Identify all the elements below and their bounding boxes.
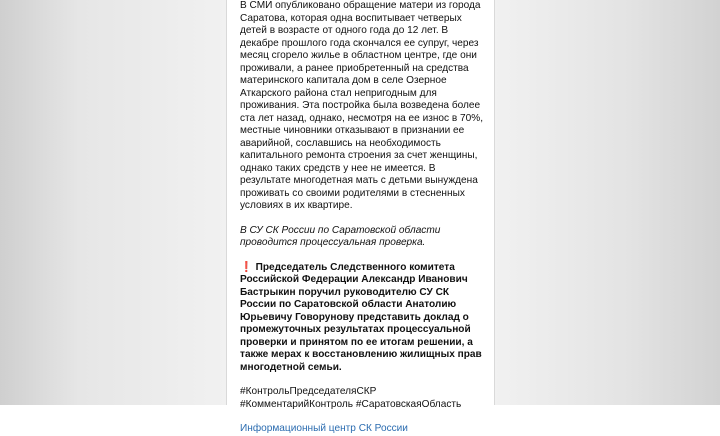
message-card [226, 0, 494, 434]
message-paragraph-3-text: Председатель Следственного комитета Российской Федерации Александр Иванович Бастрыкин поручил руководителю СУ СК России по Саратовской области Анатолию Юрьевичу Говорунову представить доклад о промежуточных результатах процессуальной проверки и принятом по ее итогам решении, а также мерах к восстановлению жилищных прав многодетной семьи. [240, 261, 482, 373]
background-left [0, 0, 226, 405]
hashtag-list [240, 386, 486, 411]
card-border-right [494, 0, 495, 405]
background-right [494, 0, 720, 405]
message-paragraph-3 [240, 262, 486, 375]
exclamation-icon: ❗ [240, 261, 253, 273]
source-link[interactable]: Информационный центр СК России [240, 423, 408, 434]
message-paragraph-2: В СУ СК России по Саратовской области проводится процессуальная проверка. [240, 224, 441, 248]
hashtag[interactable]: #СаратовскаяОбласть [355, 398, 462, 410]
card-border-left [226, 0, 227, 405]
message-paragraph-1: В СМИ опубликовано обращение матери из города Саратова, которая одна воспитывает четверых детей в возрасте от одного года до 12 лет. В декабре прошлого года скончался ее супруг, через месяц сгорело жилье в областном центре, где они проживали, а ранее приобретенный на средства материнского капитала дом в селе Озерное Аткарского района стал непригодным для проживания. Эта постройка была возведена более ста лет назад, однако, несмотря на ее износ в 70%, местные чиновники отказывают в признании ее аварийной, сославшись на необходимость капитального ремонта строения за счет женщины, однако таких средств у нее не имеется. В результате многодетная мать с детьми вынуждена проживать со своими родителями в стесненных условиях в их квартире. [240, 0, 484, 211]
hashtag[interactable]: #КонтрольПредседателяСКР [240, 386, 377, 397]
hashtag[interactable]: #КомментарийКонтроль [240, 398, 354, 410]
message-body [240, 0, 486, 436]
